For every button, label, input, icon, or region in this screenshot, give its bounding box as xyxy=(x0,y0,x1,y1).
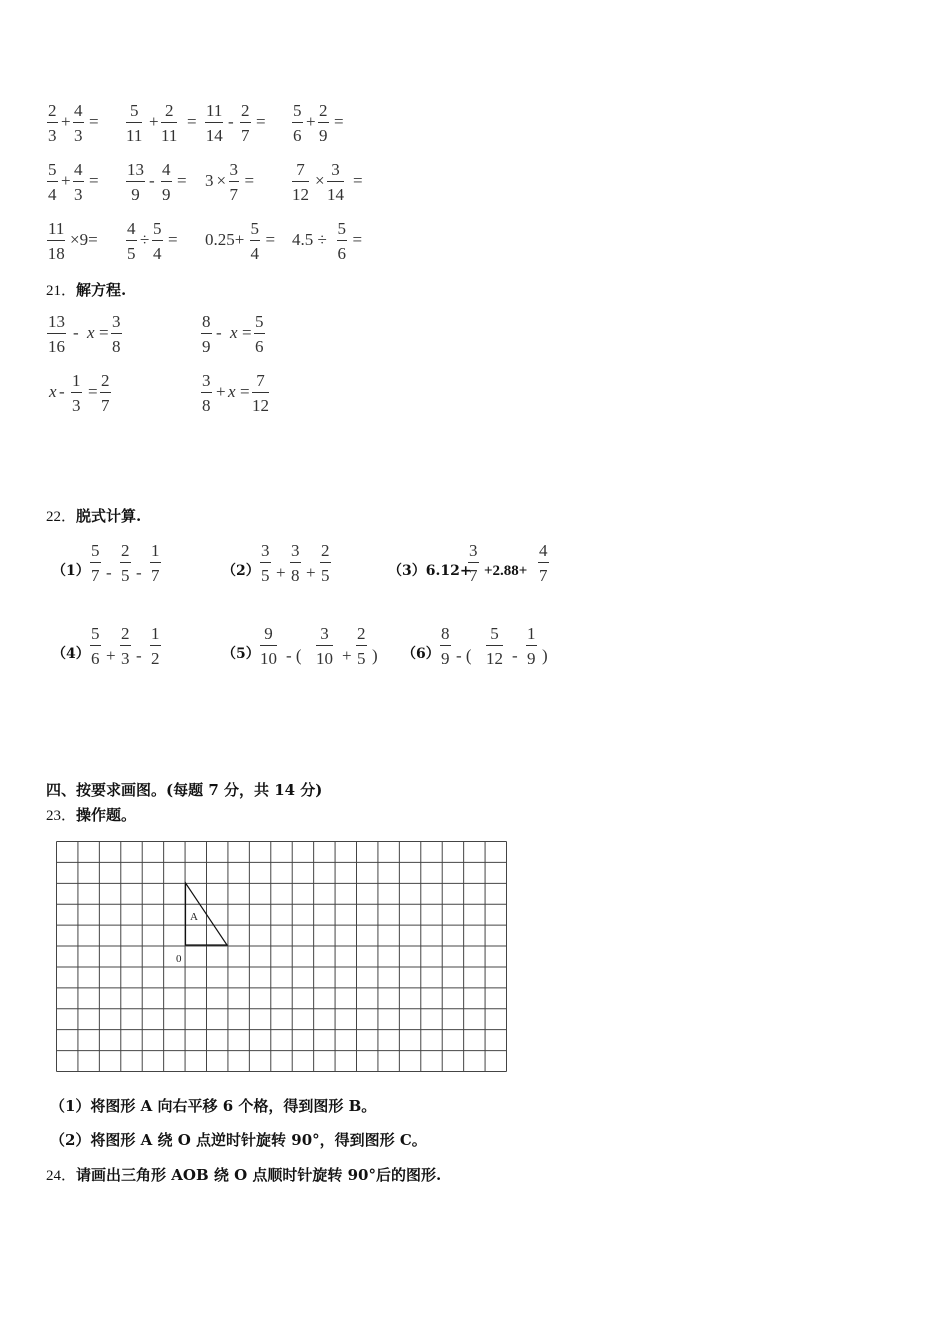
numerator: 4 xyxy=(162,160,171,179)
operator: - xyxy=(59,382,65,401)
fraction xyxy=(337,220,348,262)
fraction xyxy=(126,102,142,144)
numerator: 4 xyxy=(127,219,136,238)
q21-heading xyxy=(46,283,126,299)
denominator: 14 xyxy=(205,126,223,145)
item-label: （3）6.12+ xyxy=(388,563,472,579)
numerator: 2 xyxy=(101,371,110,390)
fraction xyxy=(290,542,301,584)
numerator: 5 xyxy=(153,219,162,238)
denominator: 8 xyxy=(291,566,300,585)
numerator: 3 xyxy=(469,541,478,560)
denominator: 3 xyxy=(121,649,130,668)
denominator: 7 xyxy=(229,185,238,204)
fraction xyxy=(126,220,137,262)
denominator: 3 xyxy=(72,396,81,415)
fraction xyxy=(318,102,329,144)
denominator: 7 xyxy=(539,566,548,585)
operator: ÷ xyxy=(140,230,150,249)
fraction xyxy=(120,625,131,667)
equals-sign: = xyxy=(256,112,266,131)
operator: + xyxy=(216,382,226,401)
numerator: 2 xyxy=(357,624,366,643)
operator: + xyxy=(306,563,316,582)
operator: + xyxy=(149,112,159,131)
numerator: 3 xyxy=(331,160,340,179)
numerator: 3 xyxy=(291,541,300,560)
denominator: 7 xyxy=(469,566,478,585)
result-fraction xyxy=(254,313,265,355)
denominator: 12 xyxy=(292,185,309,204)
equals-sign: = xyxy=(89,112,99,131)
denominator: 9 xyxy=(319,126,328,145)
fraction xyxy=(161,102,177,144)
denominator: 7 xyxy=(91,566,100,585)
equals-sign: = xyxy=(265,230,276,249)
q21-number: 21． xyxy=(46,283,77,299)
q21-title: 解方程. xyxy=(76,281,127,299)
item-label: （2） xyxy=(222,563,260,579)
numerator: 1 xyxy=(527,624,536,643)
fraction xyxy=(356,625,367,667)
fraction xyxy=(292,102,303,144)
operator: - xyxy=(216,323,222,342)
leading-number: 3 xyxy=(205,171,214,190)
denominator: 3 xyxy=(74,126,83,145)
fraction xyxy=(73,102,84,144)
operator: ) xyxy=(372,646,378,665)
numerator: 5 xyxy=(490,624,499,643)
operator: × xyxy=(315,171,325,190)
fraction xyxy=(90,625,101,667)
fraction xyxy=(327,161,344,203)
q23-heading xyxy=(46,808,136,824)
numerator: 1 xyxy=(151,541,160,560)
denominator: 5 xyxy=(357,649,366,668)
denominator: 5 xyxy=(127,244,136,263)
numerator: 3 xyxy=(202,371,211,390)
operator: + xyxy=(106,646,116,665)
denominator: 6 xyxy=(337,244,346,263)
operator: + xyxy=(61,171,71,190)
numerator: 4 xyxy=(74,101,83,120)
q23-title: 操作题。 xyxy=(76,806,137,824)
fraction xyxy=(260,625,277,667)
numerator: 13 xyxy=(127,160,144,179)
q23-task-1: （1）将图形 A 向右平移 6 个格，得到图形 B。 xyxy=(50,1097,377,1115)
numerator: 1 xyxy=(151,624,160,643)
denominator: 6 xyxy=(255,337,264,356)
denominator: 14 xyxy=(327,185,344,204)
numerator: 3 xyxy=(112,312,121,331)
fraction xyxy=(201,372,212,414)
numerator: 2 xyxy=(121,541,130,560)
fraction xyxy=(205,102,223,144)
numerator: 7 xyxy=(256,371,265,390)
operator: - xyxy=(149,171,155,190)
numerator: 11 xyxy=(206,101,223,120)
fraction xyxy=(260,542,271,584)
numerator: 5 xyxy=(337,219,346,238)
fraction xyxy=(47,313,66,355)
denominator: 6 xyxy=(293,126,302,145)
operator: - xyxy=(512,646,518,665)
operator: +2.88+ xyxy=(484,563,528,579)
item-label: （5） xyxy=(222,646,260,662)
equals-sign: = xyxy=(89,171,99,190)
numerator: 8 xyxy=(441,624,450,643)
operator: - xyxy=(136,563,142,582)
numerator: 1 xyxy=(72,371,81,390)
variable-x: x xyxy=(87,323,95,342)
q24-heading xyxy=(46,1168,441,1184)
denominator: 5 xyxy=(261,566,270,585)
q22-heading xyxy=(46,509,141,525)
variable-x: x xyxy=(230,323,238,342)
section-4-title: 四、按要求画图。(每题 7 分，共 14 分) xyxy=(46,781,323,799)
fraction xyxy=(486,625,503,667)
result-fraction xyxy=(252,372,269,414)
fraction xyxy=(526,625,537,667)
fraction xyxy=(71,372,82,414)
result-fraction xyxy=(100,372,111,414)
fraction xyxy=(440,625,451,667)
numerator: 5 xyxy=(91,624,100,643)
variable-x: x xyxy=(228,382,236,401)
item-label: （4） xyxy=(52,646,90,662)
equals-sign: = xyxy=(240,382,250,401)
numerator: 5 xyxy=(48,160,57,179)
operator: × xyxy=(216,171,227,190)
equals-sign: = xyxy=(352,230,363,249)
operator: - xyxy=(73,323,79,342)
item-label: （1） xyxy=(52,563,90,579)
shape-a-label: A xyxy=(190,911,198,923)
numerator: 8 xyxy=(202,312,211,331)
denominator: 11 xyxy=(126,126,143,145)
fraction xyxy=(538,542,549,584)
operator: - xyxy=(136,646,142,665)
fraction xyxy=(47,102,58,144)
denominator: 8 xyxy=(112,337,121,356)
operator: + xyxy=(306,112,316,131)
numerator: 13 xyxy=(48,312,65,331)
numerator: 5 xyxy=(293,101,302,120)
fraction xyxy=(152,220,163,262)
operator: ) xyxy=(542,646,548,665)
operator: ×9= xyxy=(70,230,98,249)
numerator: 2 xyxy=(121,624,130,643)
fraction xyxy=(468,542,479,584)
denominator: 10 xyxy=(260,649,277,668)
leading-number: 4.5 ÷ xyxy=(292,230,327,249)
fraction xyxy=(73,161,84,203)
fraction xyxy=(90,542,101,584)
denominator: 9 xyxy=(527,649,536,668)
numerator: 2 xyxy=(48,101,57,120)
q23-number: 23． xyxy=(46,808,77,824)
equals-sign: = xyxy=(242,323,252,342)
operator: + xyxy=(61,112,71,131)
denominator: 12 xyxy=(252,396,269,415)
denominator: 8 xyxy=(202,396,211,415)
denominator: 5 xyxy=(321,566,330,585)
q22-number: 22． xyxy=(46,509,77,525)
denominator: 4 xyxy=(153,244,162,263)
denominator: 9 xyxy=(162,185,171,204)
denominator: 6 xyxy=(91,649,100,668)
denominator: 9 xyxy=(441,649,450,668)
fraction xyxy=(240,102,251,144)
q24-number: 24． xyxy=(46,1168,77,1184)
numerator: 3 xyxy=(261,541,270,560)
q23-task-2: （2）将图形 A 绕 O 点逆时针旋转 90°，得到图形 C。 xyxy=(50,1131,427,1149)
denominator: 18 xyxy=(47,244,65,263)
result-fraction xyxy=(111,313,122,355)
fraction xyxy=(150,625,161,667)
denominator: 4 xyxy=(250,244,259,263)
operator: + xyxy=(276,563,286,582)
equals-sign: = xyxy=(334,112,344,131)
fraction xyxy=(47,161,58,203)
equals-sign: = xyxy=(88,382,98,401)
variable-x: x xyxy=(49,382,57,401)
q22-title: 脱式计算. xyxy=(76,507,142,525)
q24-title: 请画出三角形 AOB 绕 O 点顺时针旋转 90°后的图形. xyxy=(76,1166,442,1184)
numerator: 2 xyxy=(319,101,328,120)
fraction xyxy=(316,625,333,667)
denominator: 4 xyxy=(48,185,57,204)
equals-sign: = xyxy=(177,171,187,190)
fraction xyxy=(150,542,161,584)
denominator: 7 xyxy=(151,566,160,585)
denominator: 10 xyxy=(316,649,333,668)
denominator: 3 xyxy=(48,126,57,145)
square-grid xyxy=(55,840,509,1073)
numerator: 5 xyxy=(91,541,100,560)
numerator: 4 xyxy=(74,160,83,179)
numerator: 2 xyxy=(321,541,330,560)
equals-sign: = xyxy=(353,171,363,190)
fraction xyxy=(120,542,131,584)
origin-label: 0 xyxy=(176,953,182,965)
fraction xyxy=(250,220,261,262)
numerator: 9 xyxy=(264,624,273,643)
denominator: 3 xyxy=(74,185,83,204)
fraction xyxy=(201,313,212,355)
numerator: 2 xyxy=(164,101,174,120)
fraction xyxy=(292,161,309,203)
numerator: 5 xyxy=(255,312,264,331)
fraction xyxy=(126,161,145,203)
numerator: 5 xyxy=(250,219,259,238)
denominator: 9 xyxy=(131,185,140,204)
fraction xyxy=(47,220,65,262)
numerator: 4 xyxy=(539,541,548,560)
denominator: 9 xyxy=(202,337,211,356)
denominator: 5 xyxy=(121,566,130,585)
numerator: 5 xyxy=(129,101,139,120)
operator: - ( xyxy=(456,646,472,665)
equals-sign: = xyxy=(187,112,197,131)
leading-number: 0.25+ xyxy=(205,230,245,249)
numerator: 3 xyxy=(320,624,329,643)
operator: - ( xyxy=(286,646,302,665)
fraction xyxy=(229,161,240,203)
item-label: （6） xyxy=(402,646,440,662)
denominator: 2 xyxy=(151,649,160,668)
denominator: 16 xyxy=(48,337,65,356)
denominator: 11 xyxy=(161,126,178,145)
equals-sign: = xyxy=(244,171,255,190)
denominator: 7 xyxy=(241,126,250,145)
fraction xyxy=(161,161,172,203)
equals-sign: = xyxy=(99,323,109,342)
equals-sign: = xyxy=(168,230,178,249)
numerator: 3 xyxy=(229,160,238,179)
numerator: 7 xyxy=(296,160,305,179)
operator: + xyxy=(342,646,352,665)
denominator: 7 xyxy=(101,396,110,415)
numerator: 11 xyxy=(48,219,65,238)
operator: - xyxy=(228,112,234,131)
fraction xyxy=(320,542,331,584)
numerator: 2 xyxy=(241,101,250,120)
operator: - xyxy=(106,563,112,582)
denominator: 12 xyxy=(486,649,503,668)
